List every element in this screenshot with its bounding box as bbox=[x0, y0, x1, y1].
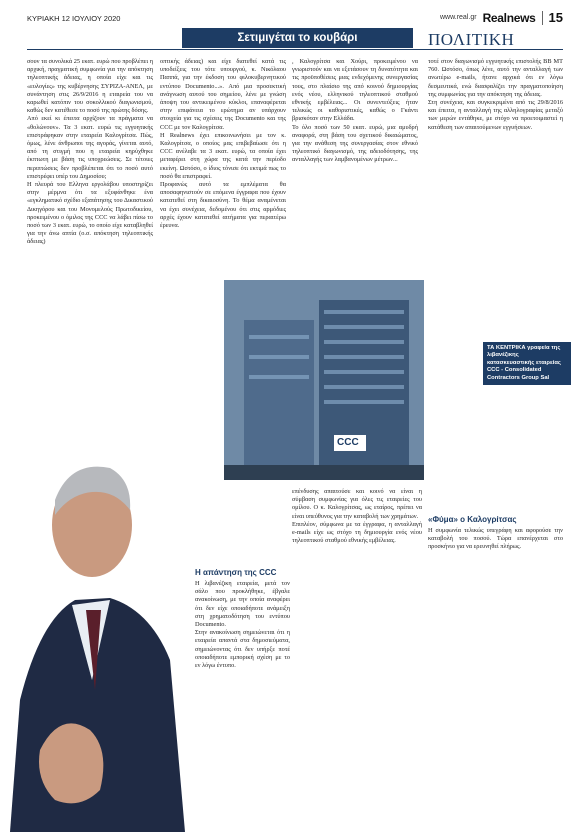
portrait-photo bbox=[0, 280, 190, 832]
subheading-kalogritsas: «Φύμα» ο Καλογρίτσας bbox=[428, 515, 517, 524]
page-number: 15 bbox=[548, 10, 563, 25]
article-column-4: τοτέ στον διαγωνισμό εγγυητικής επιστολής BB MT 760. Ωστόσο, όπως λένε, αυτό την ανταλλαγή των ανωτέρω e-mails, ήτανε αρχικά ότι εν λόγω δεσμευτικά, ενώ διασφαλίζει την πραγματοποίηση της συμφωνίας για την απόκτηση της άδειας. Στη συνέχεια, και συγκεκριμένα από τις 29/8/2016 και έπειτα, η ανταλλαγή της αλληλογραφίας μεταξύ των μερών εντάθηκε, με στόχο να προετοιμαστεί η κατάθεση των απαιτούμενων εγγυήσεων. bbox=[428, 58, 563, 131]
issue-date: ΚΥΡΙΑΚΗ 12 ΙΟΥΛΙΟΥ 2020 bbox=[27, 14, 121, 23]
article-column-right-bottom: Η συμφωνία τελικώς υπεγράφη και αφορούσε την καταβολή του ποσού. Τώρα επανέρχεται στο προσκήνιο για να ερευνηθεί πλήρως. bbox=[428, 527, 565, 551]
article-banner-title: Σετιμιγέται το κουβάρι bbox=[182, 28, 413, 48]
header-divider bbox=[542, 11, 543, 25]
subheading-ccc-response: Η απάντηση της CCC bbox=[195, 568, 277, 577]
masthead bbox=[440, 10, 563, 25]
building-sign: CCC bbox=[337, 437, 359, 448]
header-rule bbox=[27, 49, 563, 50]
site-url: www.real.gr bbox=[439, 14, 477, 21]
article-column-mid-bottom: Η λιβανέζικη εταιρεία, μετά τον σάλο που προκλήθηκε, έβγαλε ανακοίνωση, με την οποία αναφέρει ότι δεν είχε οποιαδήποτε ανάμειξη στη χρηματοδότηση του εντύπου Documento. Στην ανακοίνωση σημειώνεται ότι η εταιρεία απαντά στα δημοσιεύματα, σημειώνοντας ότι δεν υπήρξε ποτέ οποιαδήποτε εμπορική σχέση με το εν λόγω έντυπο. bbox=[195, 580, 290, 670]
article-column-center-bottom: επένδυσης απαιτούσε και κοινό να είναι η σύμβαση συμφωνίας για όλες τις εταιρείες του ομίλου. Ο κ. Καλογρίτσας, ως εταίρος, πρέπει να είναι υπεύθυνος για την καταβολή των χρημάτων. Επιπλέον, σύμφωνα με τα έγγραφα, η ανταλλαγή e-mails είχε ως στόχο τη δημιουργία ενός νέου τηλεοπτικού σταθμού εθνικής εμβέλειας. bbox=[292, 488, 422, 545]
section-label: ΠΟΛΙΤΙΚΗ bbox=[428, 30, 515, 49]
article-column-1: σουν τα συνολικά 25 εκατ. ευρώ που προβλέπει η αρχική, πραγματική συμφωνία για την απόκτηση τηλεοπτικής άδειας, η οποία είχε και τις «ευλογίες» της κυβέρνησης ΣΥΡΙΖΑ-ΑΝΕΛ, με συνάντηση στις 26/9/2016 η εταιρεία του να καρωθεί κατόπιν του σοκολλικού διαγωνισμού, καθώς δεν κατέθεσε το ποσό της πρώτης δόσης. Από εκεί κι έπειτα αρχίζουν τα πράγματα να «θολώνουν». Τα 3 εκατ. ευρώ τις εγγυητικής επιστράφηκαν στην εταιρεία Καλογρίτσα. Πώς, όμως, λένε άνθρωποι της αγοράς, γίνεται αυτό, από τη στιγμή που η εταιρεία κηρύχθηκε έκπτωτη με βάση τις υποχρεώσεις. Σε τέτοιες περιπτώσεις δεν προβλέπεται ότι το ποσό αυτό επιστρέφει υπέρ του Δημοσίου; Η πλευρά του Ελληνα εργολάβου υποστηρίζει στην μέρμνα ότι τα εξυφάνθηκε ένα «εγκληματικό σχέδιο εξαπάτησης του Δικαστικού Δικηγόρου και του Μονομελούς Πρωτοδικείου, προκειμένου ο όμιλος της CCC να λάβει πίσω το ποσό των 3 εκατ. ευρώ, το οποίο είχε καταβληθεί για την άνω απτία (ο.σ. απόκτηση τηλεοπτικής άδειας) bbox=[27, 58, 153, 246]
article-column-2: οπτικής άδειας) και είχε διατεθεί κατά τις υποδείξεις του τότε υπουργού, κ. Νικόλαου Παππά, για την έκδοση του φιλοκυβερνητικού εντύπου Documento...». Από μια προσεκτική ανάγνωση αυτού του σημείου, λένε με γνώση άποψη του αντικειμένου κύκλοι, επαναφέρεται στην επιφάνεια το ερώτημα αν υπάρχουν στοιχεία για τις σχέσεις της Documento και της CCC με τον Καλογρίτσα. Η Realnews έχει επικοινωνήσει με τον κ. Καλογρίτσα, ο οποίος μας επιβεβαίωσε ότι η CCC ανέλαβε τα 3 εκατ. ευρώ, τα οποία έχει μεταφέρει στη χώρα της κατά την περίοδο εκείνη. Ωστόσο, ο ίδιος τόνισε ότι εκτιμά πως το ποσό θα επιστραφεί. Προφανώς αυτό τα εμπλέματα θα αποσαφηνιστούν σε επόμενα έγγραφα που έχουν κατατεθεί στη δικαιοσύνη. Το θέμα αναμένεται να έχει συνέχεια, δεδομένου ότι στις αρμόδιες αρχές έχουν κατατεθεί αιτήματα για περαιτέρω έρευνα. bbox=[160, 58, 286, 230]
ccc-building-photo bbox=[224, 280, 424, 480]
realnews-logo: Realnews bbox=[482, 10, 536, 25]
photo-caption: ΤΑ ΚΕΝΤΡΙΚΑ γραφεία της λιβανέζικης κατασκευαστικής εταιρείας CCC - Consolidated Contractors Group Sal bbox=[483, 342, 571, 385]
article-column-3: , Καλογρίτσα και Χούρι, προκειμένου να γνωριστούν και να εξετάσουν τη δυνατότητα και τις προϋποθέσεις μιας ενδεχόμενης συνεργασίας τους, στο πλαίσιο της από κοινού δημιουργίας ενός νέου, ελληνικού τηλεοπτικού σταθμού εθνικής εμβέλειας... Οι συνεντεύξεις ήταν τελικώς οι καθοριστικές, καθώς ο Γκάντι βρισκόταν στην Ελλάδα. Το όλο ποσό των 50 εκατ. ευρώ, μια αμυδρή αναφορά, στη βάση του σχετικού δικαιώματος, για την ανάθεση της συνεργασίας στον εθνικό τηλεοπτικό διαγωνισμό, της αδειοδότησης, της ανταλλαγής των λαμβανομένων μέτρων... bbox=[292, 58, 418, 164]
